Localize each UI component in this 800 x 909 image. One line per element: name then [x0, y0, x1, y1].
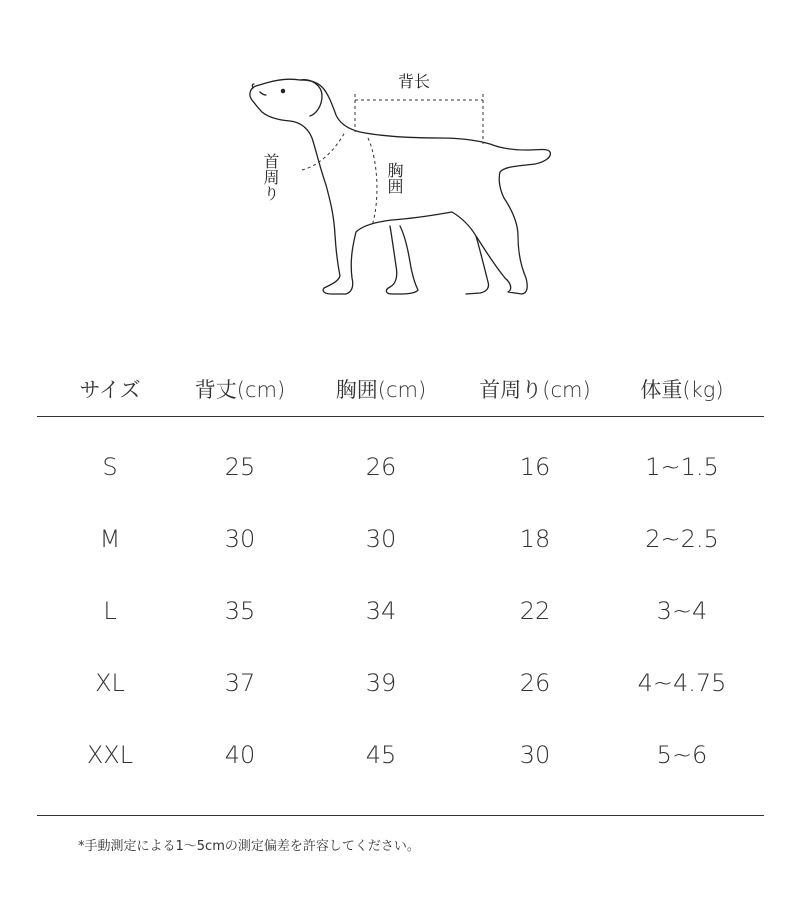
cell-neck: 26: [519, 669, 551, 697]
cell-back-length: 40: [224, 741, 256, 769]
cell-size: L: [103, 597, 117, 625]
cell-weight: 3~4: [656, 597, 708, 625]
cell-back-length: 25: [224, 453, 256, 481]
cell-neck: 18: [519, 525, 551, 553]
table-row: [37, 649, 764, 721]
cell-size: M: [99, 525, 121, 553]
cell-weight: 4~4.75: [637, 669, 727, 697]
cell-weight: 2~2.5: [645, 525, 719, 553]
table-bottom-divider: [37, 815, 764, 816]
cell-chest: 45: [365, 741, 397, 769]
measurement-diagram: [0, 0, 800, 330]
size-table: [37, 360, 764, 793]
cell-neck: 30: [519, 741, 551, 769]
table-row: [37, 721, 764, 793]
cell-size: XXL: [86, 741, 134, 769]
cell-chest: 30: [365, 525, 397, 553]
header-chest: 胸囲(cm): [335, 378, 427, 402]
neck-label: 首周り: [261, 153, 280, 201]
header-size: サイズ: [79, 378, 141, 402]
cell-chest: 26: [365, 453, 397, 481]
table-row: [37, 505, 764, 577]
cell-chest: 34: [365, 597, 397, 625]
table-header: [37, 360, 764, 417]
cell-neck: 16: [519, 453, 551, 481]
table-row: [37, 577, 764, 649]
cell-weight: 5~6: [656, 741, 708, 769]
table-row: [37, 433, 764, 505]
cell-weight: 1~1.5: [645, 453, 719, 481]
header-weight: 体重(kg): [640, 378, 724, 402]
cell-back-length: 30: [224, 525, 256, 553]
header-neck: 首周り(cm): [479, 378, 591, 402]
header-back-length: 背丈(cm): [194, 378, 286, 402]
cell-size: XL: [95, 669, 125, 697]
cell-back-length: 35: [224, 597, 256, 625]
cell-back-length: 37: [224, 669, 256, 697]
cell-chest: 39: [365, 669, 397, 697]
back-length-label: 背长: [398, 72, 431, 91]
cell-neck: 22: [519, 597, 551, 625]
measurement-footnote: *手動測定による1〜5cmの測定偏差を許容してください。: [78, 839, 420, 854]
chest-label: 胸囲: [385, 162, 404, 194]
cell-size: S: [102, 453, 118, 481]
table-body: [37, 417, 764, 793]
